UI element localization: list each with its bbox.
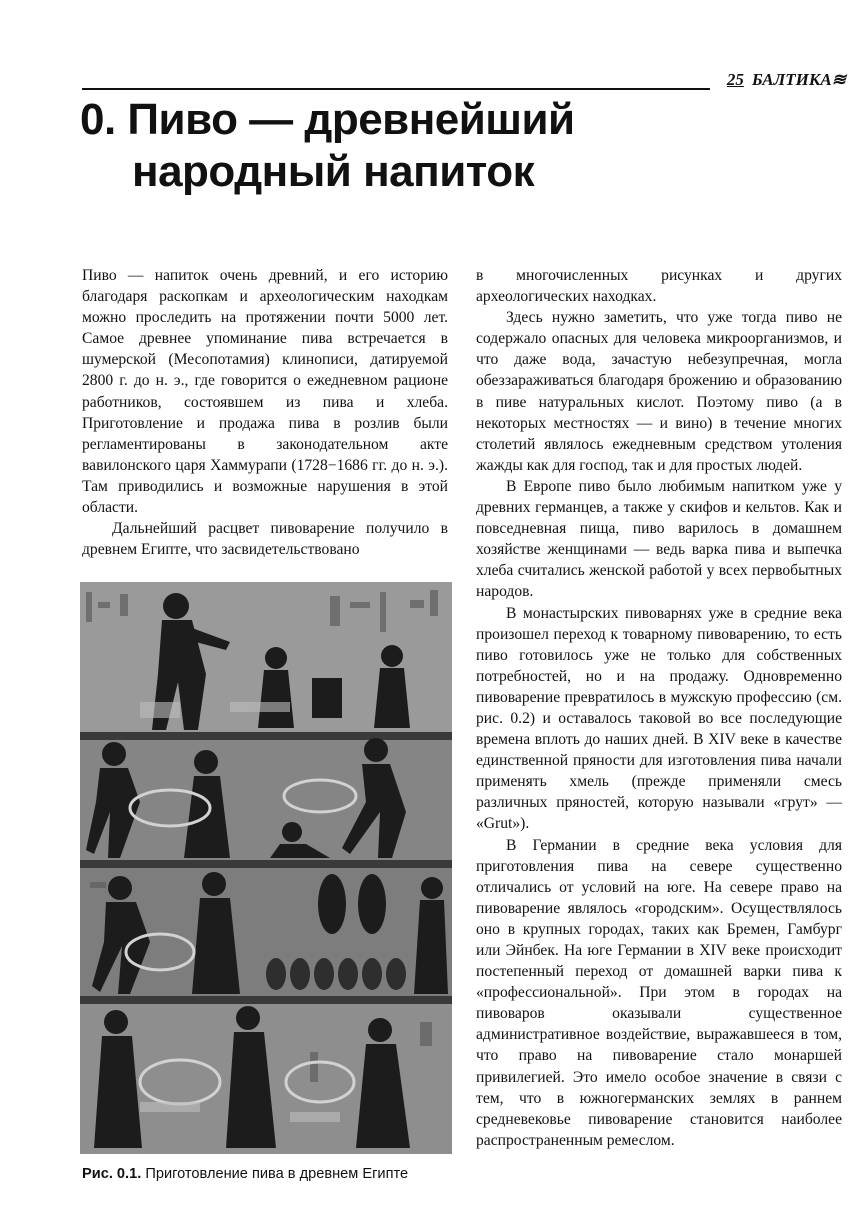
right-column bbox=[476, 265, 842, 1151]
left-paragraph-1: Пиво — напиток очень древний, и его историю благодаря раскопкам и археологическим находкам можно проследить на протяжении почти 5000 лет. Самое древнее упоминание пива встречается в шумерской (Месопотамия) клинописи, датируемой 2800 г. до н. э., где говорится о ежедневном рационе работников, состоявшем из пива и хлеба. Приготовление и продажа пива в розлив были регламентированы в законодательном акте вавилонского царя Хаммурапи (1728−1686 гг. до н. э.). Там приводились и возможные нарушения в этой области. bbox=[82, 267, 448, 517]
chapter-title bbox=[80, 94, 700, 198]
brand-logo-text: БАЛТИКА≋ bbox=[751, 70, 846, 89]
chapter-title-line-2: народный напиток bbox=[132, 147, 535, 196]
egyptian-brewing-illustration bbox=[80, 582, 452, 1154]
chapter-title-line-1: 0. Пиво — древнейший bbox=[80, 95, 575, 144]
right-paragraph-1: в многочисленных рисунках и других археологических находках. bbox=[476, 267, 842, 306]
header-rule bbox=[82, 88, 710, 90]
right-paragraph-3: В Европе пиво было любимым напитком уже у древних германцев, а также у скифов и кельтов. Как и повседневная пища, пиво варилось в домашнем хозяйстве женщинами — ведь варка пива и выпечка хлеба считались женской работой у всех первобытных народов. bbox=[476, 477, 842, 601]
right-paragraph-5: В Германии в средние века условия для приготовления пива на севере существенно отличались от условий на юге. На севере право на пивоварение являлось «городским». Осуществлялось оно в крупных городах, таких как Бремен, Гамбург или Эйнбек. На юге Германии в XIV веке происходит постепенный переход от домашней варки пива к «профессиональной». При этом в городах на пивоваров оказывали существенное административное воздействие, выражавшееся в том, что право на пивоварение стало монаршей привилегией. Это имело особое значение в связи с тем, что в южногерманских землях в раннем средневековье пивоварение становится наиболее распространенным ремеслом. bbox=[476, 836, 842, 1149]
figure-caption bbox=[82, 1166, 454, 1182]
left-column bbox=[82, 265, 448, 560]
page-number: 25 bbox=[726, 70, 744, 89]
running-header bbox=[727, 70, 846, 90]
figure-caption-label: Рис. 0.1. bbox=[82, 1166, 142, 1182]
left-paragraph-2: Дальнейший расцвет пивоварение получило в древнем Египте, что засвидетельствовано bbox=[82, 520, 448, 559]
egyptian-fresco-image bbox=[80, 582, 452, 1154]
right-paragraph-4: В монастырских пивоварнях уже в средние века произошел переход к товарному пивоварению, то есть пиво готовилось уже не только для собственных потребностей, но и на продажу. Одновременно пивоварение превратилось в мужскую профессию (см. рис. 0.2) и оставалось таковой во все последующие времена вплоть до наших дней. В XIV веке в качестве единственной пряности для изготовления пива начали применять хмель (прежде применяли смесь различных пряностей, которую называли «грут» — «Grut»). bbox=[476, 604, 842, 833]
right-paragraph-2: Здесь нужно заметить, что уже тогда пиво не содержало опасных для человека микроорганизмов, и что даже вода, зачастую небезупречная, могла обеззараживаться благодаря брожению и образованию в пиве натуральных кислот. Поэтому пиво (а в некоторых местностях — и вино) в течение многих столетий являлось ежедневным средством утоления жажды как для господ, так и для простых людей. bbox=[476, 309, 842, 474]
figure-caption-text: Приготовление пива в древнем Египте bbox=[145, 1166, 409, 1182]
